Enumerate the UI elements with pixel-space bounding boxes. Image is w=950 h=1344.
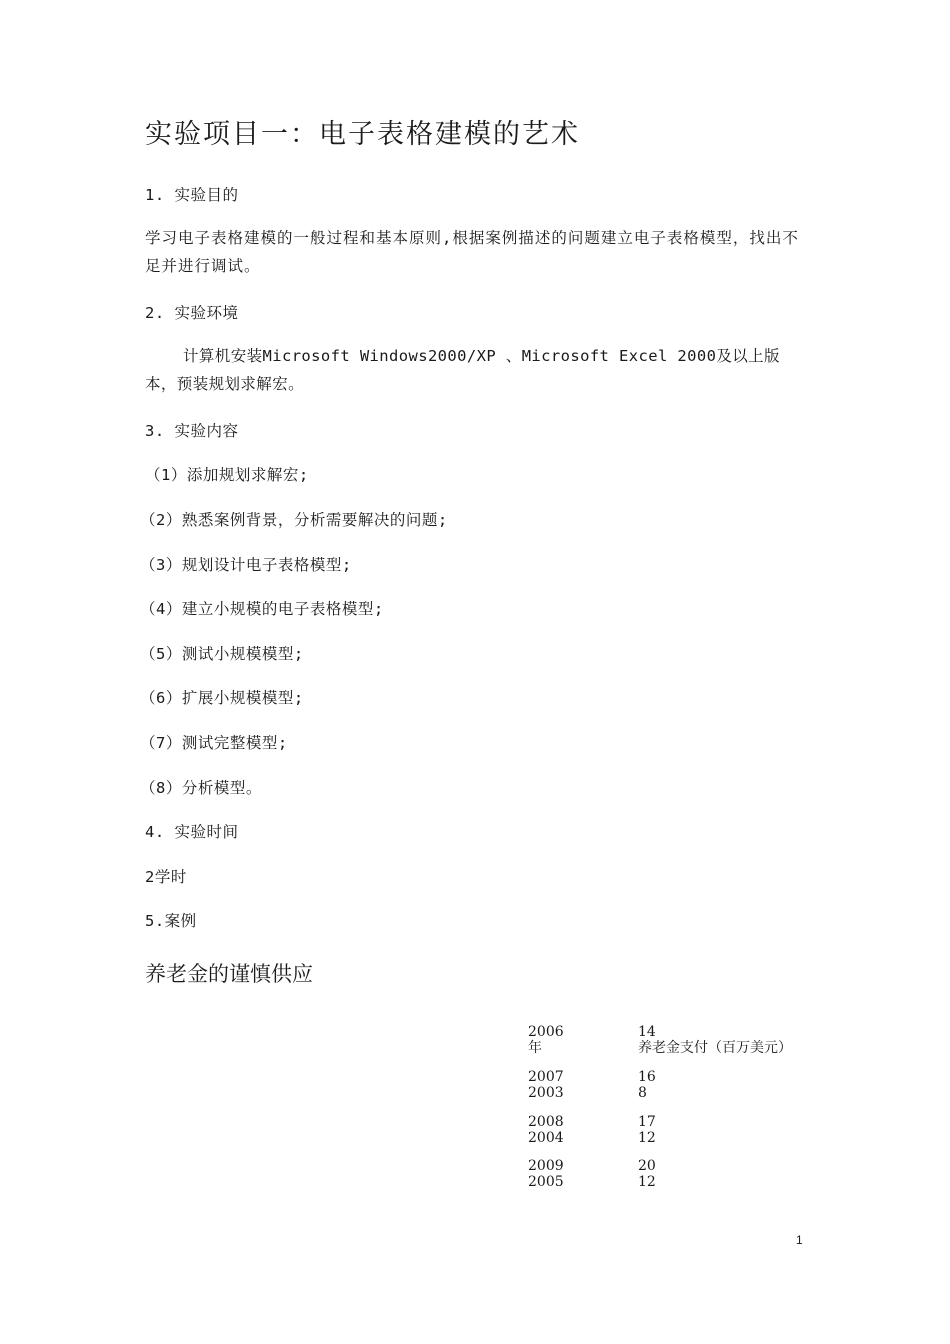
table-cell: 17 [638, 1114, 656, 1130]
table-cell: 2006 [528, 1024, 564, 1040]
table-row [638, 1115, 656, 1146]
section-3-heading: 3. 实验内容 [145, 422, 239, 440]
table-cell: 2009 [528, 1158, 564, 1174]
table-cell: 8 [638, 1084, 647, 1101]
table-cell: 12 [638, 1129, 656, 1146]
table-cell: 2008 [528, 1114, 564, 1130]
table-cell: 2003 [528, 1084, 564, 1101]
list-item: （8）分析模型。 [140, 779, 262, 797]
table-cell: 14 [638, 1024, 656, 1040]
table-row [528, 1115, 564, 1146]
table-cell: 2007 [528, 1069, 564, 1085]
table-cell: 12 [638, 1173, 656, 1190]
list-item: （7）测试完整模型; [140, 734, 288, 752]
table-cell: 年 [528, 1039, 542, 1056]
section-4-text: 2学时 [145, 868, 187, 886]
table-row [528, 1070, 564, 1101]
section-4-heading: 4. 实验时间 [145, 823, 239, 841]
section-2-text: 计算机安装Microsoft Windows2000/XP 、Microsoft Excel 2000及以上版本，预装规划求解宏。 [145, 347, 780, 393]
table-cell: 16 [638, 1069, 656, 1085]
table-row [528, 1159, 564, 1190]
table-row [638, 1159, 656, 1190]
table-cell: 养老金支付（百万美元） [638, 1039, 792, 1056]
section-5-heading: 5.案例 [145, 912, 197, 930]
list-item: （6）扩展小规模模型; [140, 689, 304, 707]
table-cell: 2005 [528, 1173, 564, 1190]
table-row [638, 1070, 656, 1101]
table-row [528, 1025, 564, 1056]
table-cell: 20 [638, 1158, 656, 1174]
section-1-text: 学习电子表格建模的一般过程和基本原则,根据案例描述的问题建立电子表格模型，找出不足并进行调试。 [145, 229, 799, 275]
section-1-heading: 1. 实验目的 [145, 186, 239, 204]
table-row [638, 1025, 792, 1056]
list-item: （3）规划设计电子表格模型; [140, 556, 352, 574]
list-item: （1）添加规划求解宏; [145, 466, 309, 484]
page-number: 1 [796, 1233, 803, 1247]
page-title: 实验项目一：电子表格建模的艺术 [145, 119, 580, 150]
case-title: 养老金的谨慎供应 [145, 962, 313, 986]
table-cell: 2004 [528, 1129, 564, 1146]
section-2-heading: 2. 实验环境 [145, 304, 239, 322]
list-item: （4）建立小规模的电子表格模型; [140, 600, 384, 618]
list-item: （2）熟悉案例背景，分析需要解决的问题; [140, 511, 448, 529]
list-item: （5）测试小规模模型; [140, 645, 304, 663]
